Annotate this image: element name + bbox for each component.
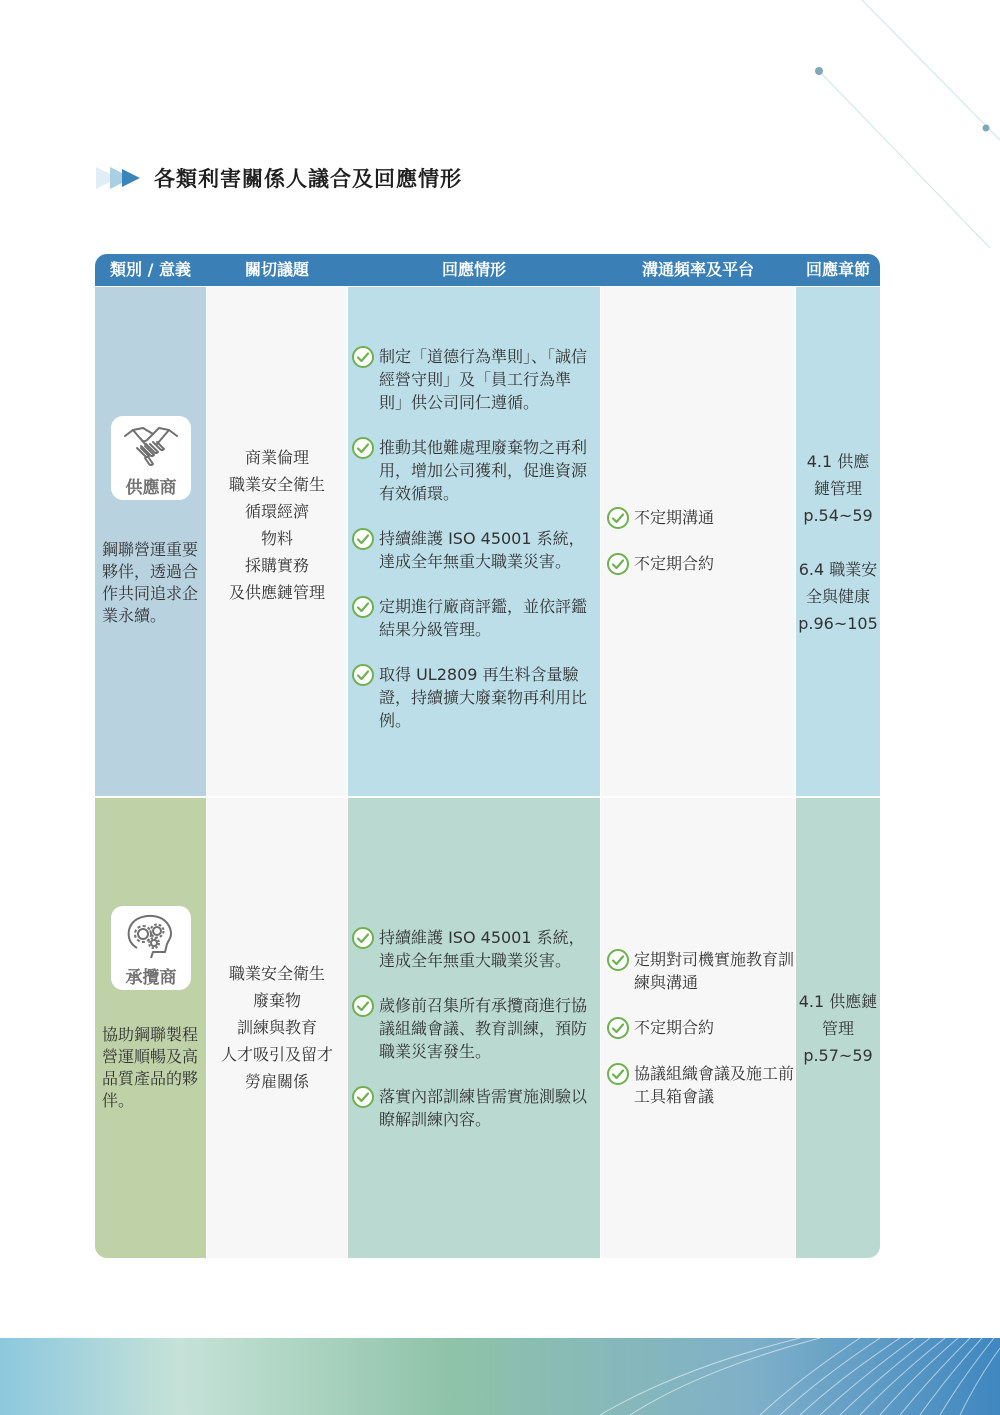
response-item — [351, 1085, 594, 1131]
category-cell — [95, 287, 206, 796]
decorative-lines — [0, 0, 1000, 260]
topic-item: 職業安全衛生 — [228, 474, 325, 494]
header-frequency: 溝通頻率及平台 — [641, 260, 754, 279]
topic-item: 勞雇關係 — [244, 1072, 309, 1091]
table-row-contractor — [95, 798, 880, 1258]
footer-decoration — [0, 1338, 1000, 1415]
chapters-cell — [796, 287, 880, 796]
topic-item: 廢棄物 — [252, 991, 301, 1010]
chapter-line: p.96~105 — [798, 614, 878, 633]
frequency-item — [606, 1016, 795, 1040]
category-cell — [95, 798, 206, 1258]
category-meaning: 協助鋼聯製程營運順暢及高品質產品的夥伴。 — [102, 1025, 199, 1110]
chapter-line: 全與健康 — [805, 587, 870, 606]
check-circle-icon — [351, 527, 375, 551]
frequency-list — [601, 948, 795, 1108]
chapter-line: 管理 — [821, 1019, 854, 1038]
topic-item: 商業倫理 — [244, 447, 309, 467]
check-circle-icon — [606, 506, 630, 530]
page-title-bar — [96, 160, 462, 196]
topic-list — [207, 444, 347, 606]
check-circle-icon — [606, 1062, 630, 1086]
stakeholder-table — [95, 254, 880, 1258]
check-circle-icon — [351, 926, 375, 950]
frequency-cell — [601, 798, 795, 1258]
category-badge — [111, 416, 191, 500]
response-text: 落實內部訓練皆需實施測驗以瞭解訓練內容。 — [379, 1087, 588, 1129]
header-chapters: 回應章節 — [805, 260, 870, 279]
table-row-supplier — [95, 287, 880, 796]
frequency-text: 不定期溝通 — [634, 508, 715, 527]
responses-cell — [348, 287, 600, 796]
header-responses: 回應情形 — [441, 260, 506, 279]
frequency-item — [606, 1062, 795, 1108]
chapter-line: 4.1 供應鏈 — [798, 992, 878, 1011]
header-topics: 關切議題 — [244, 260, 309, 279]
response-text: 定期進行廠商評鑑，並依評鑑結果分級管理。 — [379, 597, 588, 639]
response-text: 歲修前召集所有承攬商進行協議組織會議、教育訓練，預防職業災害發生。 — [379, 996, 588, 1061]
response-list — [348, 926, 600, 1131]
check-circle-icon — [351, 595, 375, 619]
frequency-item — [606, 506, 795, 530]
topic-item: 採購實務 — [244, 555, 309, 575]
category-name: 承攬商 — [125, 968, 177, 988]
response-text: 制定「道德行為準則」、「誠信經營守則」及「員工行為準則」供公司同仁遵循。 — [379, 347, 588, 412]
topic-item: 循環經濟 — [244, 501, 309, 521]
frequency-text: 協議組織會議及施工前工具箱會議 — [634, 1064, 795, 1106]
chapter-line: p.57~59 — [803, 1046, 873, 1065]
chapter-line: p.54~59 — [803, 506, 873, 525]
frequency-text: 定期對司機實施教育訓練與溝通 — [634, 950, 795, 992]
response-text: 持續維護 ISO 45001 系統，達成全年無重大職業災害。 — [379, 529, 585, 571]
chapter-list — [796, 448, 880, 637]
responses-cell — [348, 798, 600, 1258]
topic-item: 訓練與教育 — [236, 1018, 317, 1037]
frequency-list — [601, 506, 795, 576]
check-circle-icon — [606, 552, 630, 576]
check-circle-icon — [606, 1016, 630, 1040]
response-text: 推動其他難處理廢棄物之再利用，增加公司獲利，促進資源有效循環。 — [379, 438, 588, 503]
response-item — [351, 595, 594, 641]
category-name: 供應商 — [125, 478, 177, 498]
topic-item: 人才吸引及留才 — [220, 1045, 333, 1064]
frequency-text: 不定期合約 — [634, 1018, 715, 1037]
topics-cell — [207, 287, 347, 796]
check-circle-icon — [351, 436, 375, 460]
frequency-item — [606, 948, 795, 994]
topic-item: 物料 — [260, 528, 293, 548]
handshake-icon — [123, 422, 179, 472]
page-title: 各類利害關係人議合及回應情形 — [154, 167, 462, 191]
chapter-spacer — [796, 529, 880, 556]
chapter-list — [796, 988, 880, 1069]
chapters-cell — [796, 798, 880, 1258]
frequency-item — [606, 552, 795, 576]
double-arrow-icon — [96, 163, 146, 193]
check-circle-icon — [351, 663, 375, 687]
chapter-line: 4.1 供應 — [806, 452, 870, 471]
frequency-cell — [601, 287, 795, 796]
category-badge — [111, 906, 191, 990]
category-meaning: 鋼聯營運重要夥伴，透過合作共同追求企業永續。 — [102, 540, 199, 625]
topic-item: 及供應鏈管理 — [228, 582, 325, 602]
response-item — [351, 926, 594, 972]
gears-head-icon — [123, 912, 179, 962]
response-list — [348, 345, 600, 732]
topic-list — [207, 960, 347, 1095]
topic-item: 職業安全衛生 — [228, 964, 325, 983]
chapter-line: 鏈管理 — [813, 479, 862, 498]
check-circle-icon — [606, 948, 630, 972]
response-text: 持續維護 ISO 45001 系統，達成全年無重大職業災害。 — [379, 928, 585, 970]
chapter-line: 6.4 職業安 — [798, 560, 878, 579]
response-item — [351, 527, 594, 573]
check-circle-icon — [351, 994, 375, 1018]
topics-cell — [207, 798, 347, 1258]
response-item — [351, 994, 594, 1063]
check-circle-icon — [351, 345, 375, 369]
response-item — [351, 436, 594, 505]
header-category: 類別 / 意義 — [110, 260, 191, 279]
response-item — [351, 663, 594, 732]
response-item — [351, 345, 594, 414]
frequency-text: 不定期合約 — [634, 554, 715, 573]
response-text: 取得 UL2809 再生料含量驗證，持續擴大廢棄物再利用比例。 — [379, 665, 588, 730]
check-circle-icon — [351, 1085, 375, 1109]
